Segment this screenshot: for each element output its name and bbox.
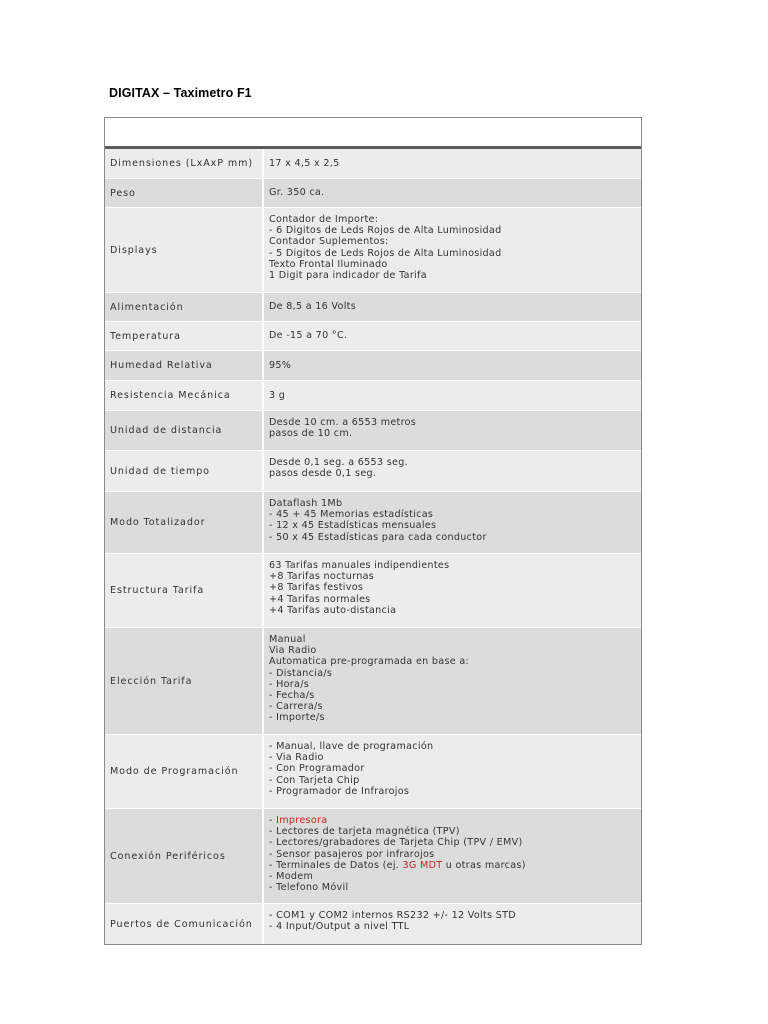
table-row bbox=[105, 292, 641, 321]
table-row bbox=[105, 903, 641, 944]
spec-value-line: - Hora/s bbox=[269, 678, 310, 690]
spec-value bbox=[264, 451, 641, 491]
spec-label: Peso bbox=[105, 179, 264, 207]
spec-value-line: - Telefono Móvil bbox=[269, 882, 349, 894]
spec-value bbox=[264, 149, 641, 178]
spec-label: Humedad Relativa bbox=[105, 351, 264, 380]
spec-value-line: - 5 Digitos de Leds Rojos de Alta Luminosidad bbox=[269, 247, 502, 259]
spec-label: Dimensiones (LxAxP mm) bbox=[105, 149, 264, 178]
spec-value bbox=[264, 322, 641, 350]
spec-value bbox=[264, 208, 641, 292]
spec-label: Estructura Tarifa bbox=[105, 554, 264, 627]
table-row bbox=[105, 178, 641, 207]
spec-value-line: Desde 0,1 seg. a 6553 seg. bbox=[269, 457, 408, 468]
spec-value-line: - Distancia/s bbox=[269, 667, 333, 679]
spec-label: Unidad de tiempo bbox=[105, 451, 264, 491]
spec-value-line: - Programador de Infrarojos bbox=[269, 785, 410, 797]
spec-label: Modo de Programación bbox=[105, 735, 264, 808]
spec-value-line: - 6 Digitos de Leds Rojos de Alta Luminosidad bbox=[269, 225, 502, 237]
spec-value-line: De 8,5 a 16 Volts bbox=[269, 301, 357, 313]
spec-value-line: pasos desde 0,1 seg. bbox=[269, 468, 377, 480]
spec-value-line: - Fecha/s bbox=[269, 690, 315, 702]
spec-value-line: Contador Suplementos: bbox=[269, 236, 389, 248]
spec-label: Elección Tarifa bbox=[105, 628, 264, 734]
spec-value-line: - 12 x 45 Estadísticas mensuales bbox=[269, 520, 437, 532]
spec-value-line: - Impresora bbox=[269, 815, 328, 826]
spec-value-line: - 45 + 45 Memorias estadísticas bbox=[269, 509, 434, 521]
spec-value-line: Dataflash 1Mb bbox=[269, 498, 343, 509]
spec-label: Temperatura bbox=[105, 322, 264, 350]
spec-value-line: - Via Radio bbox=[269, 752, 324, 764]
spec-value bbox=[264, 293, 641, 321]
spec-value bbox=[264, 628, 641, 734]
spec-value bbox=[264, 735, 641, 808]
table-row bbox=[105, 380, 641, 410]
spec-label: Displays bbox=[105, 208, 264, 292]
spec-value-line: - Importe/s bbox=[269, 712, 325, 724]
spec-value bbox=[264, 809, 641, 903]
spec-value-line: 63 Tarifas manuales indipendientes bbox=[269, 560, 450, 571]
spec-value bbox=[264, 179, 641, 207]
spec-value-line: Contador de Importe: bbox=[269, 214, 379, 225]
table-row bbox=[105, 350, 641, 380]
spec-value-line: Gr. 350 ca. bbox=[269, 187, 325, 199]
link-text[interactable]: 3G MDT bbox=[402, 859, 443, 871]
spec-value-line: - Con Programador bbox=[269, 763, 365, 775]
spec-value-line: - 4 Input/Output a nivel TTL bbox=[269, 921, 410, 933]
table-row bbox=[105, 410, 641, 450]
spec-value-line: +8 Tarifas festivos bbox=[269, 582, 364, 594]
spec-value-line: - Sensor pasajeros por infrarojos bbox=[269, 848, 435, 860]
table-row bbox=[105, 450, 641, 491]
document-title: DIGITAX – Taximetro F1 bbox=[109, 86, 252, 100]
table-header bbox=[105, 118, 641, 149]
table-row bbox=[105, 734, 641, 808]
spec-value-line: - Con Tarjeta Chip bbox=[269, 774, 360, 786]
spec-value bbox=[264, 492, 641, 553]
link-text[interactable]: Impresora bbox=[276, 815, 328, 826]
spec-value-line: 1 Digit para indicador de Tarifa bbox=[269, 270, 427, 282]
spec-label: Conexión Periféricos bbox=[105, 809, 264, 903]
spec-value-line: Automatica pre-programada en base a: bbox=[269, 656, 470, 668]
table-row bbox=[105, 491, 641, 553]
spec-rows bbox=[105, 149, 641, 944]
spec-value-line: +4 Tarifas auto-distancia bbox=[269, 604, 397, 616]
spec-value-line: - Lectores de tarjeta magnética (TPV) bbox=[269, 826, 460, 838]
spec-value-line: - Lectores/grabadores de Tarjeta Chip (TPV / EMV) bbox=[269, 837, 523, 849]
spec-value-line: Via Radio bbox=[269, 645, 317, 657]
spec-label: Modo Totalizador bbox=[105, 492, 264, 553]
spec-value-line: - Terminales de Datos (ej. 3G MDT u otras marcas) bbox=[269, 859, 526, 871]
table-row bbox=[105, 627, 641, 734]
spec-value-line: Manual bbox=[269, 634, 306, 645]
spec-table bbox=[104, 117, 642, 945]
spec-value-line: 95% bbox=[269, 359, 292, 371]
table-row bbox=[105, 149, 641, 178]
spec-label: Alimentación bbox=[105, 293, 264, 321]
spec-value bbox=[264, 554, 641, 627]
spec-value bbox=[264, 411, 641, 450]
spec-value bbox=[264, 381, 641, 410]
spec-value-line: - Carrera/s bbox=[269, 701, 323, 713]
spec-value-line: 3 g bbox=[269, 389, 286, 401]
table-row bbox=[105, 207, 641, 292]
spec-value-line: +8 Tarifas nocturnas bbox=[269, 571, 375, 583]
spec-value-line: - Modem bbox=[269, 871, 314, 883]
spec-value-line: Desde 10 cm. a 6553 metros bbox=[269, 417, 417, 428]
table-row bbox=[105, 321, 641, 350]
spec-value-line: De -15 a 70 °C. bbox=[269, 330, 348, 342]
spec-value-line: - 50 x 45 Estadísticas para cada conductor bbox=[269, 531, 487, 543]
spec-value-line: Texto Frontal Iluminado bbox=[269, 258, 388, 270]
spec-label: Unidad de distancia bbox=[105, 411, 264, 450]
table-row bbox=[105, 808, 641, 903]
spec-value-line: 17 x 4,5 x 2,5 bbox=[269, 157, 340, 169]
spec-value-line: pasos de 10 cm. bbox=[269, 428, 353, 440]
spec-label: Resistencia Mecánica bbox=[105, 381, 264, 410]
spec-value bbox=[264, 351, 641, 380]
spec-label: Puertos de Comunicación bbox=[105, 904, 264, 944]
table-row bbox=[105, 553, 641, 627]
spec-value-line: - COM1 y COM2 internos RS232 +/- 12 Volts STD bbox=[269, 910, 516, 921]
spec-value-line: +4 Tarifas normales bbox=[269, 593, 371, 605]
spec-value-line: - Manual, llave de programación bbox=[269, 741, 434, 752]
spec-value bbox=[264, 904, 641, 944]
